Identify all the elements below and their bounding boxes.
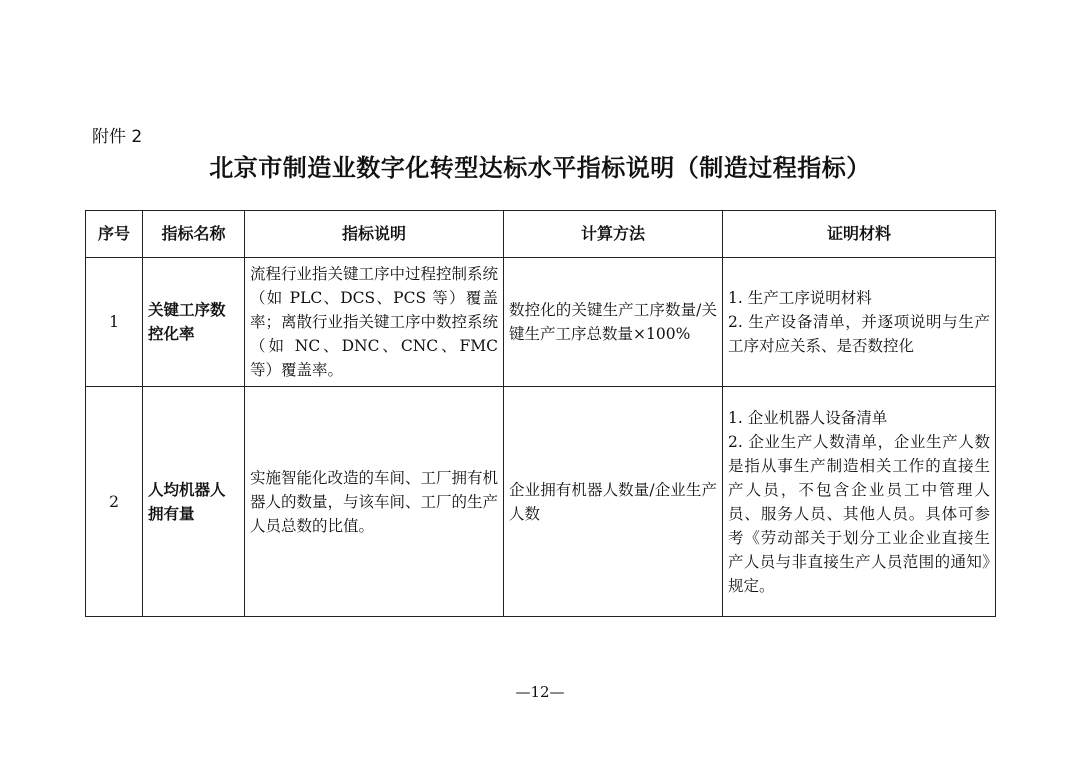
indicator-name: 关键工序数控化率 xyxy=(143,258,245,387)
header-name: 指标名称 xyxy=(143,211,245,258)
page-number: —12— xyxy=(515,683,565,701)
indicator-name: 人均机器人拥有量 xyxy=(143,387,245,617)
indicator-description: 实施智能化改造的车间、工厂拥有机器人的数量，与该车间、工厂的生产人员总数的比值。 xyxy=(245,387,504,617)
header-method: 计算方法 xyxy=(504,211,723,258)
calculation-method: 企业拥有机器人数量/企业生产人数 xyxy=(504,387,723,617)
evidence-item: 2. 生产设备清单，并逐项说明与生产工序对应关系、是否数控化 xyxy=(728,313,990,355)
document-title: 北京市制造业数字化转型达标水平指标说明（制造过程指标） xyxy=(209,154,871,182)
evidence-item: 2. 企业生产人数清单，企业生产人数是指从事生产制造相关工作的直接生产人员，不包含企业员工中管理人员、服务人员、其他人员。具体可参考《劳动部关于划分工业企业直接生产人员与非直接生产人员范围的通知》规定。 xyxy=(728,432,990,595)
header-description: 指标说明 xyxy=(245,211,504,258)
header-evidence: 证明材料 xyxy=(723,211,996,258)
evidence-materials xyxy=(723,258,996,387)
table-row xyxy=(86,387,996,617)
indicator-description: 流程行业指关键工序中过程控制系统（如 PLC、DCS、PCS 等）覆盖率；离散行业指关键工序中数控系统（如 NC、DNC、CNC、FMC 等）覆盖率。 xyxy=(245,258,504,387)
header-no: 序号 xyxy=(86,211,143,258)
row-number: 2 xyxy=(86,387,143,617)
calculation-method: 数控化的关键生产工序数量/关键生产工序总数量×100% xyxy=(504,258,723,387)
table-header-row xyxy=(86,211,996,258)
evidence-item: 1. 生产工序说明材料 xyxy=(728,289,872,307)
row-number: 1 xyxy=(86,258,143,387)
indicator-table xyxy=(85,210,996,617)
evidence-item: 1. 企业机器人设备清单 xyxy=(728,408,888,427)
table-row xyxy=(86,258,996,387)
evidence-materials xyxy=(723,387,996,617)
attachment-label: 附件 2 xyxy=(92,127,143,147)
